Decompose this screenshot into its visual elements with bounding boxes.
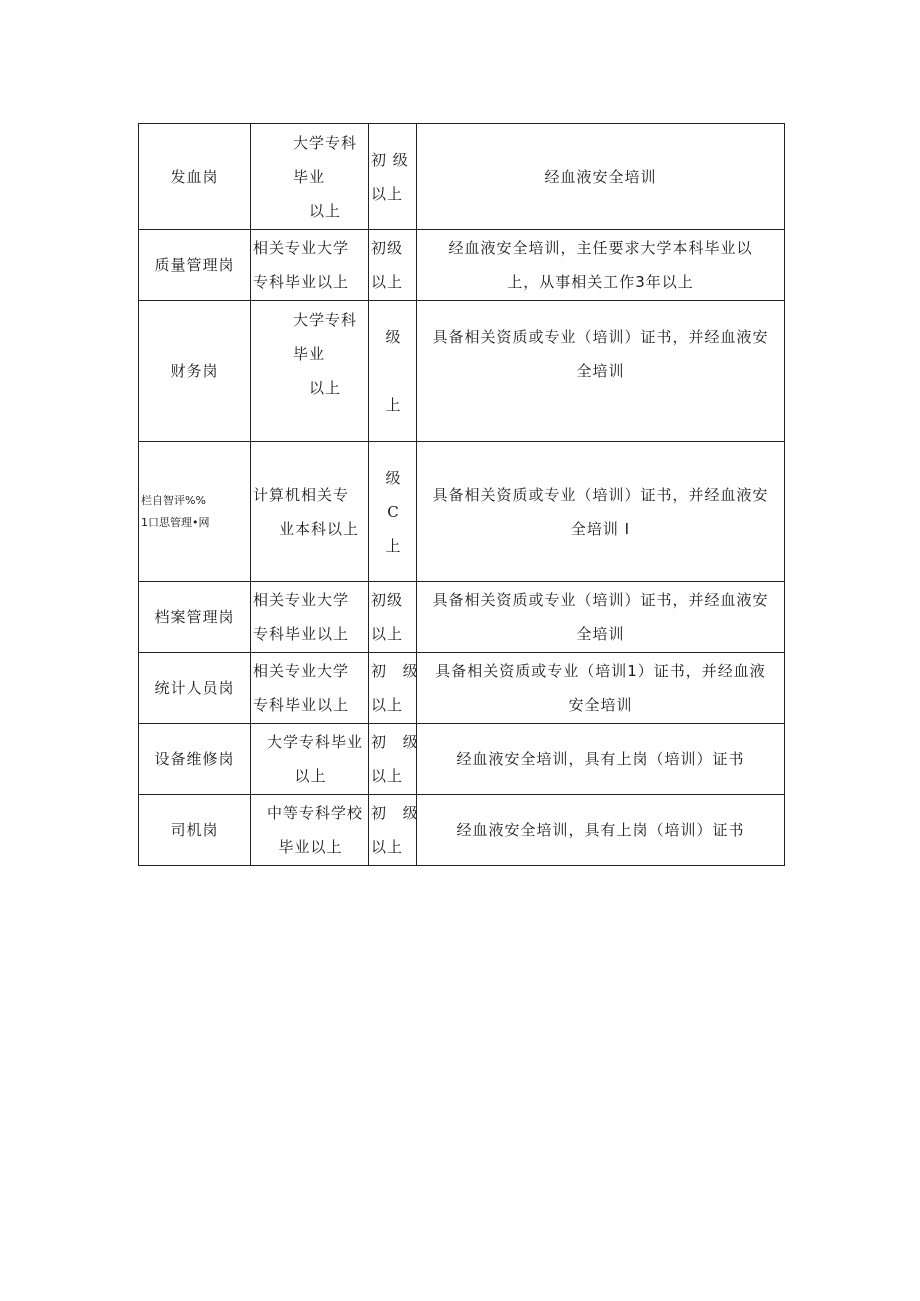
- education-line: 毕业以上: [278, 838, 343, 856]
- education-line: 计算机相关专: [253, 485, 350, 504]
- post-cell: [139, 124, 251, 230]
- education-line: 毕业: [293, 345, 326, 363]
- requirement-line: 全培训: [576, 362, 625, 380]
- requirement-line: 经血液安全培训，具有上岗（培训）证书: [456, 750, 745, 768]
- requirement-cell: [417, 230, 785, 301]
- education-line: 毕业: [293, 167, 326, 186]
- education-line: 大学专科毕业: [267, 733, 364, 751]
- requirement-line: 具备相关资质或专业（培训）证书，并经血液安: [432, 328, 769, 346]
- requirement-cell: [417, 124, 785, 230]
- requirement-line: 具备相关资质或专业（培训1）证书，并经血液: [435, 662, 766, 680]
- education-line: 大学专科: [293, 133, 358, 152]
- education-cell: [251, 301, 369, 442]
- level-line: 上: [385, 396, 402, 414]
- level-line: 级: [385, 328, 402, 346]
- education-line: 相关专业大学: [253, 591, 350, 609]
- education-line: [253, 405, 368, 439]
- level-line: C: [387, 502, 400, 521]
- requirement-cell: [417, 724, 785, 795]
- requirement-line: 经血液安全培训: [544, 167, 657, 186]
- education-cell: [251, 230, 369, 301]
- education-line: 专科毕业以上: [253, 625, 350, 643]
- table-row: [139, 124, 785, 230]
- education-line: 以上: [294, 767, 327, 785]
- level-line: 初 级: [371, 662, 424, 680]
- title-level-cell: [369, 724, 424, 795]
- education-line: 专科毕业以上: [253, 696, 350, 714]
- title-level-cell: [369, 442, 417, 582]
- title-level-cell: [369, 582, 417, 653]
- post-cell: [139, 230, 251, 301]
- requirement-line: 具备相关资质或专业（培训）证书，并经血液安: [432, 591, 769, 609]
- requirement-line: 具备相关资质或专业（培训）证书，并经血液安: [432, 485, 769, 504]
- level-line: 以上: [371, 625, 404, 643]
- requirement-cell: [417, 653, 785, 724]
- post-name-line: 1口思管理•网: [141, 515, 210, 529]
- level-line: [371, 354, 416, 388]
- requirement-line: 经血液安全培训，具有上岗（培训）证书: [456, 821, 745, 839]
- level-line: 上: [385, 536, 402, 555]
- level-line: 初 级: [371, 150, 409, 169]
- level-line: 以上: [371, 184, 404, 203]
- level-line: 初 级: [371, 733, 424, 751]
- requirement-line: 全培训 I: [570, 519, 631, 538]
- education-line: 相关专业大学: [253, 239, 350, 257]
- education-line: 专科毕业以上: [253, 273, 350, 291]
- requirement-cell: [417, 795, 785, 866]
- post-name: 统计人员岗: [154, 679, 235, 697]
- requirement-cell: [417, 442, 785, 582]
- post-name: 司机岗: [170, 821, 219, 839]
- level-line: 以上: [371, 767, 404, 785]
- post-cell: [139, 724, 251, 795]
- table-row: [139, 653, 785, 724]
- education-cell: [251, 442, 369, 582]
- education-line: 中等专科学校: [267, 804, 364, 822]
- requirement-cell: [417, 301, 785, 442]
- post-cell: [139, 301, 251, 442]
- education-line: 以上: [309, 379, 342, 397]
- staff-requirements-table: [138, 123, 785, 866]
- education-line: 以上: [309, 201, 342, 220]
- level-line: 级: [385, 468, 402, 487]
- table-row: [139, 442, 785, 582]
- requirement-line: 经血液安全培训，主任要求大学本科毕业以: [448, 239, 753, 257]
- post-cell: [139, 795, 251, 866]
- post-name: 财务岗: [170, 362, 219, 380]
- post-cell: [139, 582, 251, 653]
- table-row: [139, 582, 785, 653]
- title-level-cell: [369, 301, 417, 442]
- post-cell: [139, 442, 251, 582]
- post-name: 发血岗: [170, 167, 219, 186]
- post-name-line: 栏自智评%%: [141, 493, 206, 507]
- education-line: 业本科以上: [279, 519, 360, 538]
- level-line: 以上: [371, 838, 404, 856]
- education-line: 相关专业大学: [253, 662, 350, 680]
- education-line: 大学专科: [293, 311, 358, 329]
- requirement-cell: [417, 582, 785, 653]
- education-cell: [251, 582, 369, 653]
- requirement-line: 全培训: [576, 625, 625, 643]
- level-line: 初 级: [371, 804, 424, 822]
- level-line: 以上: [371, 696, 404, 714]
- education-cell: [251, 724, 369, 795]
- requirement-line: [421, 388, 780, 422]
- post-cell: [139, 653, 251, 724]
- title-level-cell: [369, 795, 424, 866]
- table-row: [139, 230, 785, 301]
- requirement-line: 上，从事相关工作3年以上: [507, 273, 694, 291]
- title-level-cell: [369, 230, 417, 301]
- post-name: 档案管理岗: [154, 608, 235, 626]
- title-level-cell: [369, 124, 417, 230]
- table-row: [139, 724, 785, 795]
- title-level-cell: [369, 653, 424, 724]
- education-cell: [251, 124, 369, 230]
- post-name: 设备维修岗: [154, 750, 235, 768]
- level-line: 初级: [371, 239, 404, 257]
- post-name: 质量管理岗: [154, 256, 235, 274]
- level-line: 初级: [371, 591, 404, 609]
- level-line: 以上: [371, 273, 404, 291]
- table-row: [139, 301, 785, 442]
- requirement-line: 安全培训: [568, 696, 633, 714]
- table-row: [139, 795, 785, 866]
- education-cell: [251, 795, 369, 866]
- education-cell: [251, 653, 369, 724]
